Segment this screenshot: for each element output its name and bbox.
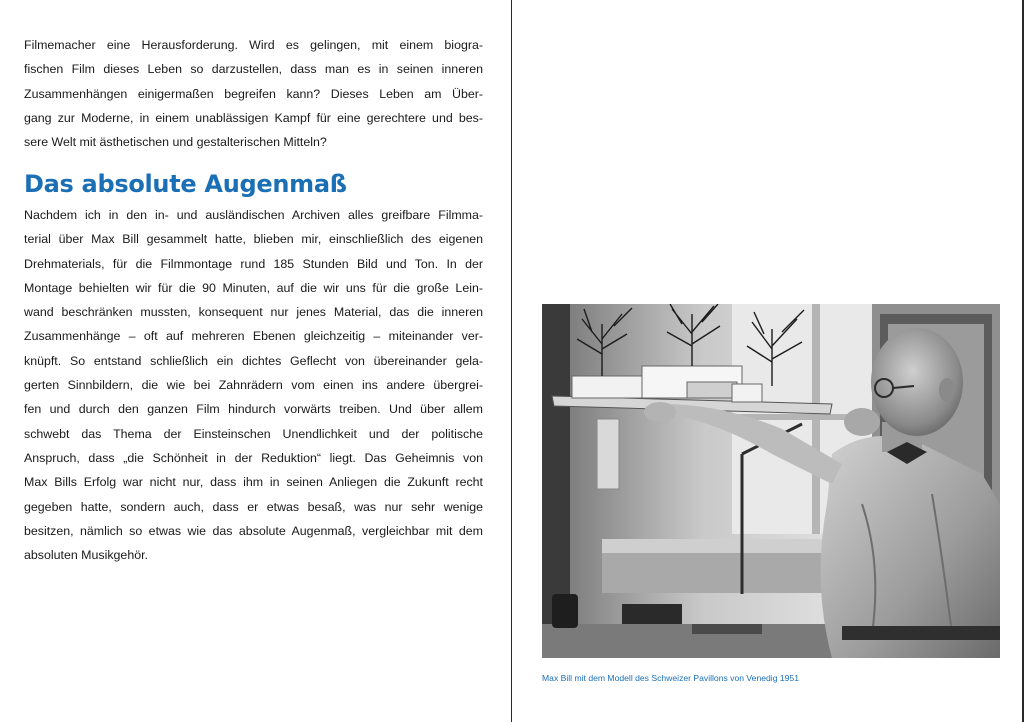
body-line: Drehmaterials, für die Filmmontage rund 185 Stunden Bild und Ton. In der [24, 256, 483, 271]
body-line: terial über Max Bill gesammelt hatte, blieben mir, einschließlich des eigenen [24, 232, 483, 247]
photo-illustration [542, 304, 1000, 658]
left-page [0, 0, 511, 722]
section-heading: Das absolute Augenmaß [24, 170, 347, 198]
body-line: Zusammenhänge – oft auf mehreren Ebenen gleichzeitig – miteinander ver- [24, 329, 483, 344]
body-line: absoluten Musikgehör. [24, 548, 148, 563]
photo-max-bill-with-model [542, 304, 1000, 658]
body-line: Max Bills Erfolg war nicht nur, dass ihm in seinen Anliegen die Zukunft recht [24, 475, 483, 490]
body-line: besitzen, nämlich so etwas wie das absolute Augenmaß, vergleichbar mit dem [24, 523, 483, 538]
right-page [512, 0, 1022, 722]
intro-line: Zusammenhängen einigermaßen begreifen kann? Dieses Leben am Über- [24, 86, 483, 101]
body-line: gegeben hatte, sondern auch, dass er etwas besaß, was nur sehr wenige [24, 499, 483, 514]
intro-paragraph [24, 33, 483, 154]
body-line: Nachdem ich in den in- und ausländischen Archiven alles greifbare Filmma- [24, 208, 483, 222]
body-line: gerten Sinnbildern, die wie bei Zahnrädern vom einen ins andere übergrei- [24, 378, 483, 393]
intro-line: Filmemacher eine Herausforderung. Wird es gelingen, mit einem biogra- [24, 38, 483, 52]
body-line: Montage behielten wir für die 90 Minuten, auf die wir uns für die große Lein- [24, 280, 483, 295]
photo-caption: Max Bill mit dem Modell des Schweizer Pavillons von Venedig 1951 [542, 673, 799, 683]
intro-line: fischen Film dieses Leben so darzustellen, dass man es in seinen inneren [24, 62, 483, 77]
intro-line: gang zur Moderne, in einem unablässigen Kampf für eine gerechtere und bes- [24, 110, 483, 125]
body-line: schwebt das Thema der Einsteinschen Unendlichkeit und der politische [24, 426, 483, 441]
body-line: knüpft. So entstand schließlich ein dichtes Geflecht von übereinander gela- [24, 353, 483, 368]
body-line: wand beschränken mussten, konsequent nur jenes Material, das die inneren [24, 305, 483, 320]
intro-line: sere Welt mit ästhetischen und gestalterischen Mitteln? [24, 135, 327, 150]
body-line: Anspruch, dass „die Schönheit in der Reduktion“ liegt. Das Geheimnis von [24, 450, 483, 465]
body-line: fen und durch den ganzen Film hindurch vorwärts treiben. Und über allem [24, 402, 483, 417]
body-paragraph [24, 203, 483, 567]
